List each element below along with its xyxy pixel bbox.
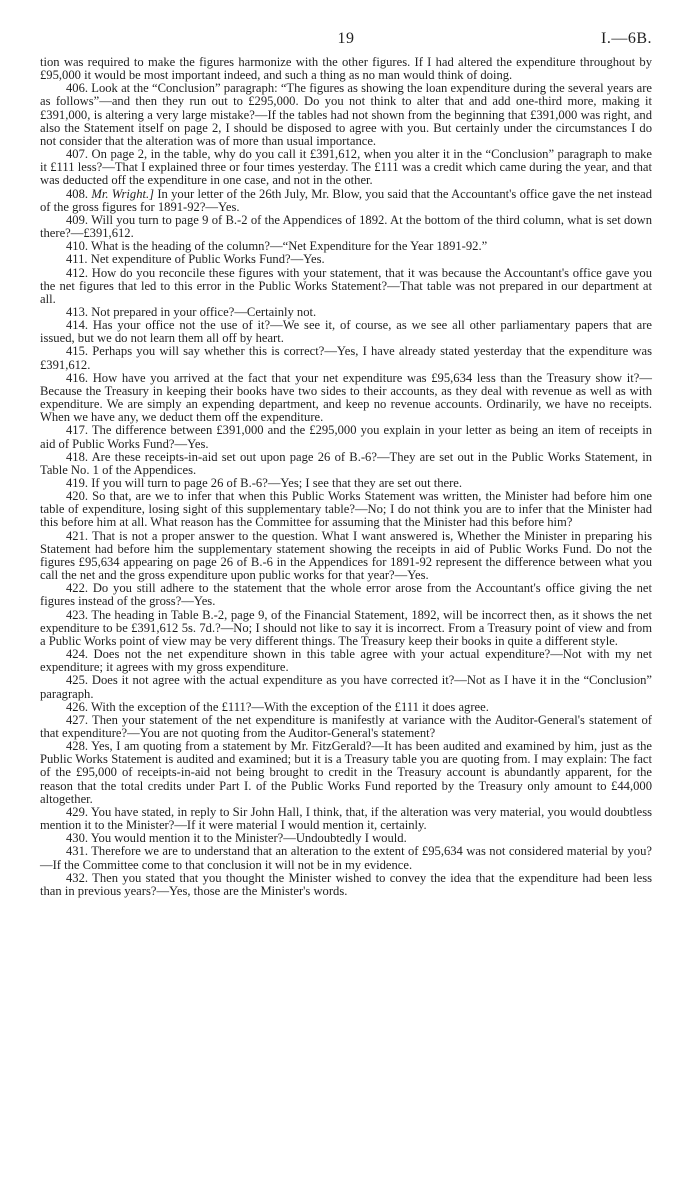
paragraph-text: 432. Then you stated that you thought the Minister wished to convey the idea that the expenditure had been less than in previous years?—Yes, those are the Minister's words. bbox=[40, 870, 652, 898]
paragraph bbox=[40, 674, 652, 700]
paragraph bbox=[40, 188, 652, 214]
paragraph-text: 409. Will you turn to page 9 of B.-2 of the Appendices of 1892. At the bottom of the third column, what is set down there?—£391,612. bbox=[40, 212, 652, 241]
paragraph-text: 415. Perhaps you will say whether this is correct?—Yes, I have already stated yesterday that the expenditure was £391,612. bbox=[40, 344, 652, 372]
paragraph bbox=[40, 451, 652, 477]
paragraph bbox=[40, 609, 652, 648]
paragraph-text: 410. What is the heading of the column?—“Net Expenditure for the Year 1891-92.” bbox=[66, 239, 488, 254]
page-number: 19 bbox=[337, 30, 355, 47]
paragraph-text: 420. So that, are we to infer that when this Public Works Statement was written, the Minister had before him one table of expenditure, losing sight of this supplementary table?—No; I do not think you are to infer that the Minister had this before him at all. What reason has the Committee for assuming that the Minister had this before him? bbox=[40, 489, 652, 530]
paragraph bbox=[40, 806, 652, 832]
paragraph-text: 430. You would mention it to the Minister?—Undoubtedly I would. bbox=[66, 831, 407, 846]
paragraph bbox=[40, 530, 652, 583]
document-reference: I.—6B. bbox=[601, 30, 652, 47]
speaker-name: Mr. Wright.] bbox=[91, 186, 155, 201]
paragraph-text: In your letter of the 26th July, Mr. Blow, you said that the Accountant's office gave the net instead of the gross figures for 1891-92?—Yes. bbox=[40, 186, 652, 214]
paragraph-text: 413. Not prepared in your office?—Certainly not. bbox=[66, 304, 317, 319]
paragraph-text: 425. Does it not agree with the actual expenditure as you have corrected it?—Not as I have it in the “Conclusion” paragraph. bbox=[40, 673, 652, 701]
paragraph-text: 427. Then your statement of the net expenditure is manifestly at variance with the Auditor-General's statement of that expenditure?—You are not quoting from the Auditor-General's statement? bbox=[40, 712, 652, 740]
paragraph bbox=[40, 648, 652, 674]
paragraph bbox=[40, 214, 652, 240]
paragraph bbox=[40, 82, 652, 148]
paragraph bbox=[40, 345, 652, 371]
paragraph bbox=[40, 148, 652, 187]
paragraph bbox=[40, 372, 652, 425]
paragraph-text: 412. How do you reconcile these figures with your statement, that it was because the Accountant's office gave you the net figures that led to this error in the Public Works Statement?—That table was not prepared in our department at all. bbox=[40, 265, 652, 306]
paragraph-text: 426. With the exception of the £111?—With the exception of the £111 it does agree. bbox=[66, 699, 489, 714]
paragraph-text: 428. Yes, I am quoting from a statement by Mr. FitzGerald?—It has been audited and examined by him, just as the Public Works Statement is audited and examined; but it is a Treasury table you are quoting from. I may explain: The fact of the £95,000 of receipts-in-aid not being brought to credit in the Treasury account is abundantly apparent, for the reason that the total credits under Part I. of the Public Works Fund reported by the Treasury only amount to £44,000 altogether. bbox=[40, 739, 652, 806]
paragraph bbox=[40, 740, 652, 806]
document-body bbox=[40, 56, 652, 898]
paragraph bbox=[40, 424, 652, 450]
page-header bbox=[40, 24, 652, 50]
paragraph-text: 418. Are these receipts-in-aid set out upon page 26 of B.-6?—They are set out in the Public Works Statement, in Table No. 1 of the Appendices. bbox=[40, 449, 652, 477]
question-number: 408. bbox=[66, 186, 89, 201]
paragraph bbox=[40, 490, 652, 529]
paragraph-text: 417. The difference between £391,000 and the £295,000 you explain in your letter as being an item of receipts in aid of Public Works Fund?—Yes. bbox=[40, 423, 652, 451]
paragraph bbox=[40, 845, 652, 871]
paragraph-text: 424. Does not the net expenditure shown in this table agree with your actual expenditure?—Not with my net expenditure; it agrees with my gross expenditure. bbox=[40, 647, 652, 675]
paragraph-text: 419. If you will turn to page 26 of B.-6?—Yes; I see that they are set out there. bbox=[66, 476, 463, 490]
paragraph-text: 431. Therefore we are to understand that an alteration to the extent of £95,634 was not considered material by you?—If the Committee come to that conclusion it will not be in my evidence. bbox=[40, 844, 652, 872]
paragraph-text: 411. Net expenditure of Public Works Fund?—Yes. bbox=[66, 252, 325, 267]
paragraph-text: 416. How have you arrived at the fact that your net expenditure was £95,634 less than the Treasury show it?—Because the Treasury in keeping their books have two sides to their accounts, as they deal with revenue as well as with expenditure. We are simply an expending department, and keep no revenue accounts. Ordinarily, we have no receipts. When we have any, we deduct them off the expenditure. bbox=[40, 370, 652, 425]
paragraph bbox=[40, 582, 652, 608]
paragraph-text: 406. Look at the “Conclusion” paragraph: “The figures as showing the loan expenditure during the several years are as follows”—and then they run out to £295,000. Do you not think to alter that and add one-third more, making it £391,000, is altering a very large mistake?—If the tables had not shown from the beginning that £391,000 was right, and also the Statement itself on page 2, I should be disposed to agree with you. But certainly under the circumstances I do not consider that the alteration was of more than usual importance. bbox=[40, 81, 652, 148]
paragraph bbox=[40, 267, 652, 306]
paragraph-text: 421. That is not a proper answer to the question. What I want answered is, Whether the Minister in preparing his Statement had before him the supplementary statement showing the receipts in aid of Public Works Fund. Do not the figures £95,634 appearing on page 26 of B.-6 in the Appendices for 1891-92 represent the difference between what you call the net and the gross expenditure upon public works for that year?—Yes. bbox=[40, 528, 652, 583]
paragraph bbox=[40, 714, 652, 740]
paragraph-text: 429. You have stated, in reply to Sir John Hall, I think, that, if the alteration was very material, you would doubtless mention it to the Minister?—If it were material I would mention it, certainly. bbox=[40, 804, 652, 833]
paragraph bbox=[40, 872, 652, 898]
paragraph-text: 414. Has your office not the use of it?—We see it, of course, as we see all other parliamentary papers that are issued, but we do not learn them all off by heart. bbox=[40, 318, 652, 346]
paragraph-text: 407. On page 2, in the table, why do you call it £391,612, when you alter it in the “Conclusion” paragraph to make it £111 less?—That I explained three or four times yesterday. The £111 was a credit which came during the year, and that was deducted off the expenditure in one case, and not in the other. bbox=[40, 147, 652, 188]
paragraph bbox=[40, 56, 652, 82]
paragraph-text: 423. The heading in Table B.-2, page 9, of the Financial Statement, 1892, will be incorrect then, as it shows the net expenditure to be £391,612 5s. 7d.?—No; I should not like to say it is incorrect. From a Treasury point of view and from a Public Works point of view may be very different things. The Treasury keep their books in quite a different style. bbox=[40, 607, 652, 648]
paragraph bbox=[40, 319, 652, 345]
paragraph-text: 422. Do you still adhere to the statement that the whole error arose from the Accountant's office giving the net figures instead of the gross?—Yes. bbox=[40, 581, 652, 609]
paragraph-text: tion was required to make the figures harmonize with the other figures. If I had altered the expenditure throughout by £95,000 it would be most important indeed, and such a thing as no man would think of doing. bbox=[40, 55, 652, 83]
